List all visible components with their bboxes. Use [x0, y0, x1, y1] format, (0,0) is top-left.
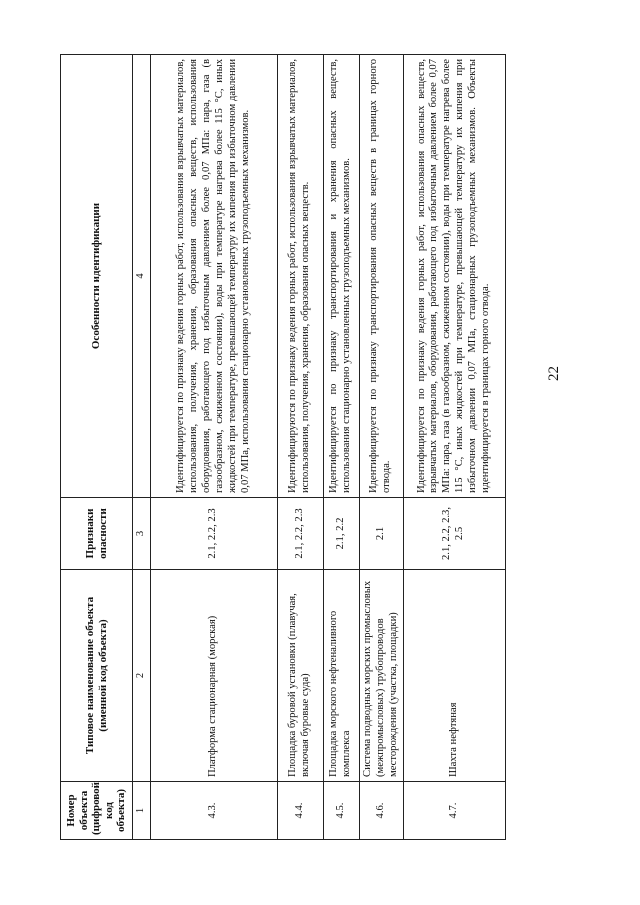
- identification-features: Идентифицируется по признаку транспортирования и хранения опасных веществ, использования стационарно установленных грузоподъемных механизмов.: [323, 55, 359, 498]
- object-code: 4.7.: [403, 782, 505, 840]
- identification-features: Идентифицируется по признаку ведения горных работ, использования опасных веществ, взрывчатых материалов, оборудования, работающего под избыточным давлением более 0,07 МПа: пара, газа (в газообразном, сжиженном состоянии), воды при температуре нагрева более 115 °С, иных жидкостей при температуре, превышающей температуру их кипения при избыточном давлении 0,07 МПа, стационарных грузоподъемных механизмов. Объекты идентифицируется в границах горного отвода.: [403, 55, 505, 498]
- rotated-table-wrapper: [60, 55, 492, 840]
- column-number-row: [133, 55, 151, 840]
- object-code: 4.5.: [323, 782, 359, 840]
- hazard-signs: 2.1, 2.2, 2.3: [150, 498, 277, 570]
- hazard-signs: 2.1: [359, 498, 403, 570]
- table-row: [277, 55, 323, 840]
- table-row: [359, 55, 403, 840]
- object-name: Платформа стационарная (морская): [150, 570, 277, 782]
- object-name: Площадка морского нефтеналивного комплекса: [323, 570, 359, 782]
- object-name: Система подводных морских промысловых (межпромысловых) трубопроводов месторождения (участка, площадки): [359, 570, 403, 782]
- table-row: [150, 55, 277, 840]
- identification-features: Идентифицируется по признаку транспортирования опасных веществ в границах горного отвода.: [359, 55, 403, 498]
- object-code: 4.3.: [150, 782, 277, 840]
- header-object-number: Номер объекта (цифровой код объекта): [61, 782, 133, 840]
- header-hazard-signs: Признаки опасности: [61, 498, 133, 570]
- column-number: 4: [133, 55, 151, 498]
- table-row: [403, 55, 505, 840]
- page-number: 22: [546, 366, 562, 381]
- identification-features: Идентифицируется по признаку ведения горных работ, использования взрывчатых материалов, использования, получения, хранения, образования опасных веществ, использования оборудования, работающего под избыточным давлением более 0,07 МПа: пара, газа (в газообразном, сжиженном состоянии), воды при температуре нагрева более 115 °С, иных жидкостей при температуре, превышающей температуру их кипения при избыточном давлении 0,07 МПа, использования стационарно установленных грузоподъемных механизмов.: [150, 55, 277, 498]
- column-number: 2: [133, 570, 151, 782]
- column-number: 3: [133, 498, 151, 570]
- column-number: 1: [133, 782, 151, 840]
- hazard-signs: 2.1, 2.2, 2.3: [277, 498, 323, 570]
- object-code: 4.6.: [359, 782, 403, 840]
- identification-features: Идентифицируются по признаку ведения горных работ, использования взрывчатых материалов, использования, получения, хранения, образования опасных веществ.: [277, 55, 323, 498]
- hazard-signs: 2.1, 2.2, 2.3, 2.5: [403, 498, 505, 570]
- object-code: 4.4.: [277, 782, 323, 840]
- object-name: Шахта нефтяная: [403, 570, 505, 782]
- header-object-name: Типовое наименование объекта (именной код объекта): [61, 570, 133, 782]
- identification-table: [60, 54, 506, 840]
- hazard-signs: 2.1, 2.2: [323, 498, 359, 570]
- table-row: [323, 55, 359, 840]
- header-identification-features: Особенности идентификации: [61, 55, 133, 498]
- object-name: Площадка буровой установки (плавучая, включая буровые суда): [277, 570, 323, 782]
- table-header-row: [61, 55, 133, 840]
